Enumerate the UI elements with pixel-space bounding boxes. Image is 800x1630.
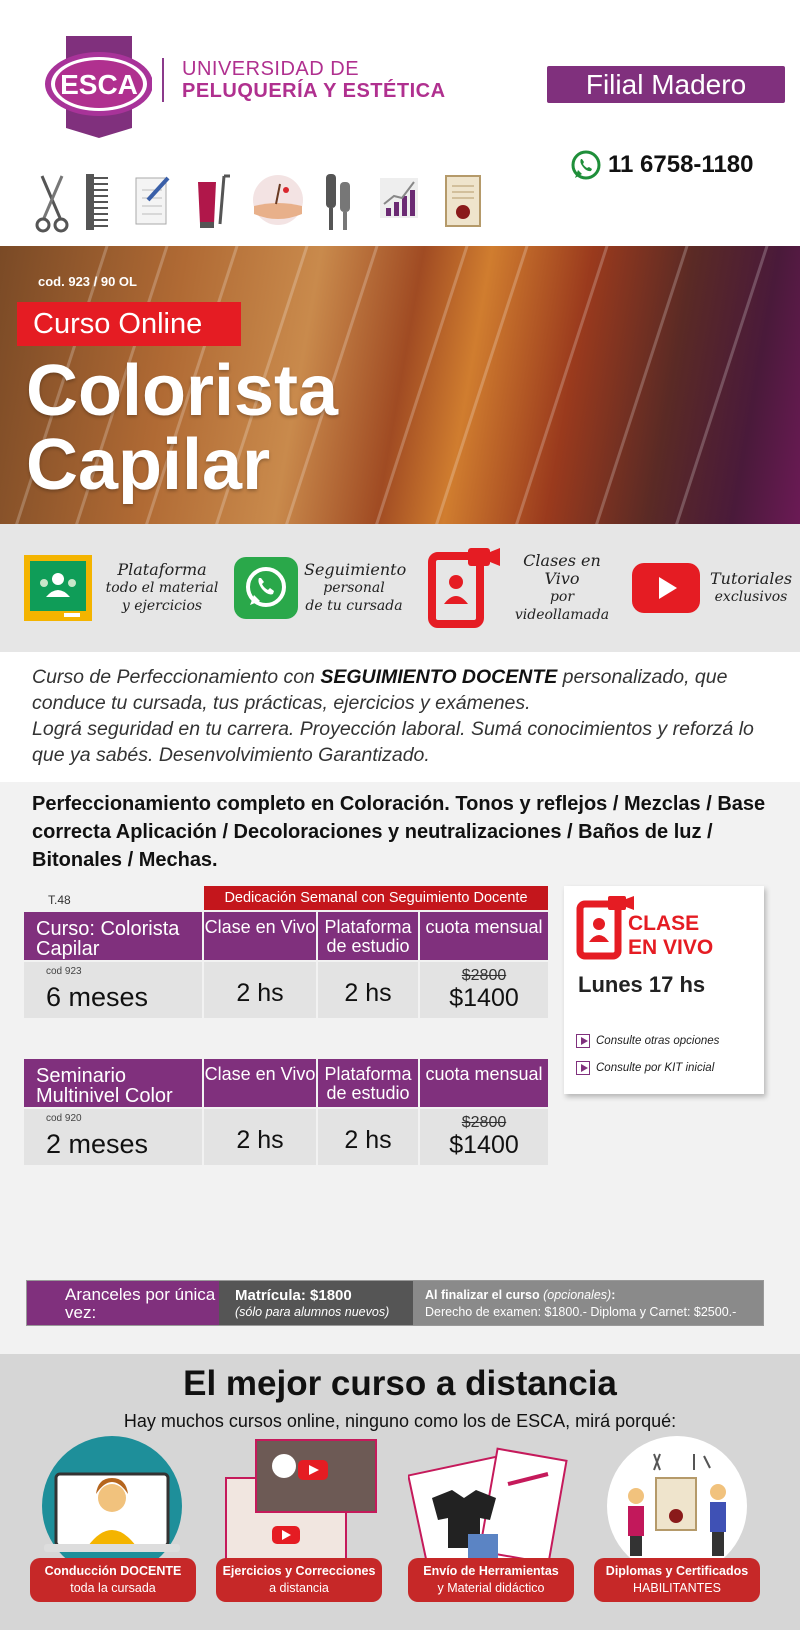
benefit-exercises-label: Ejercicios y Correcciones a distancia bbox=[216, 1558, 382, 1602]
feature-tutorials-l1: Tutoriales bbox=[710, 569, 793, 588]
scissors-icon bbox=[34, 174, 70, 234]
platform-hours: 2 hs bbox=[318, 1109, 418, 1165]
header bbox=[0, 0, 800, 246]
seminar-duration: 2 meses bbox=[46, 1129, 149, 1159]
feature-live-l2: por videollamada bbox=[514, 589, 610, 623]
duration-cell bbox=[24, 1109, 202, 1165]
dye-tube-icon bbox=[194, 174, 234, 230]
esca-logo-icon[interactable] bbox=[44, 36, 152, 138]
logo-text: ESCA bbox=[60, 69, 138, 100]
feature-live-l1: Clases en Vivo bbox=[523, 551, 601, 588]
course-type-badge: Curso Online bbox=[17, 302, 241, 346]
col-live-header: Clase en Vivo bbox=[204, 912, 316, 960]
feature-platform-l3: y ejercicios bbox=[121, 598, 203, 614]
university-line2: PELUQUERÍA Y ESTÉTICA bbox=[182, 80, 446, 102]
fee-cell bbox=[420, 1109, 548, 1165]
brushes-icon bbox=[322, 174, 354, 232]
course-cod: cod 923 bbox=[46, 966, 82, 977]
classroom-icon bbox=[24, 555, 92, 621]
feature-tracking-l2: personal bbox=[323, 580, 385, 596]
section-subtitle: Hay muchos cursos online, ninguno como los de ESCA, mirá porqué: bbox=[123, 1411, 677, 1431]
fees-label: Aranceles por única vez: bbox=[27, 1281, 219, 1325]
seminar-name-header: Seminario Multinivel Color bbox=[24, 1059, 202, 1107]
feature-tracking-l3: de tu cursada bbox=[305, 598, 403, 614]
play-icon bbox=[576, 1034, 590, 1048]
benefit-teacher bbox=[30, 1434, 196, 1614]
seminar-cod: cod 920 bbox=[46, 1113, 82, 1124]
col-platform-header: Plataforma de estudio bbox=[318, 1059, 418, 1107]
benefit-tools bbox=[408, 1434, 574, 1614]
live-hours: 2 hs bbox=[204, 1109, 316, 1165]
university-name bbox=[162, 58, 462, 102]
feature-platform bbox=[24, 538, 224, 638]
intro-paragraph-2: Lográ seguridad en tu carrera. Proyección laboral. Sumá conocimientos y reforzá lo que ya sabés. Desenvolvimiento Garantizado. bbox=[32, 718, 754, 766]
course-name-header: Curso: Colorista Capilar bbox=[24, 912, 202, 960]
tool-kit-icon bbox=[408, 1434, 574, 1574]
live-class-icon bbox=[576, 894, 634, 960]
section-title: El mejor curso a distancia bbox=[183, 1364, 617, 1403]
intro-highlight: SEGUIMIENTO DOCENTE bbox=[320, 666, 558, 688]
branch-badge: Filial Madero bbox=[547, 66, 785, 103]
whatsapp-icon bbox=[234, 557, 298, 619]
diploma-scroll-icon bbox=[440, 174, 486, 230]
notebook-icon bbox=[134, 174, 170, 226]
video-exercises-icon bbox=[216, 1434, 382, 1574]
university-line1: UNIVERSIDAD DE bbox=[182, 58, 360, 80]
kit-link[interactable]: Consulte por KIT inicial bbox=[576, 1061, 714, 1075]
intro-paragraph-1: Curso de Perfeccionamiento con SEGUIMIENTO DOCENTE personalizado, que conduce tu cursada, tus prácticas, ejercicios y exámenes. bbox=[32, 666, 728, 714]
intro-text bbox=[0, 652, 800, 782]
feature-tutorials bbox=[632, 538, 792, 638]
youtube-icon bbox=[632, 563, 700, 613]
play-icon bbox=[576, 1061, 590, 1075]
tool-icons-row bbox=[30, 174, 510, 236]
hero-banner bbox=[0, 246, 800, 524]
duration-cell bbox=[24, 962, 202, 1018]
old-price: $2800 bbox=[461, 1114, 507, 1131]
feature-platform-l1: Plataforma bbox=[117, 560, 207, 579]
feature-platform-l2: todo el material bbox=[105, 580, 219, 596]
class-schedule: Lunes 17 hs bbox=[578, 972, 706, 997]
col-fee-header: cuota mensual bbox=[420, 1059, 548, 1107]
live-class-title: CLASE EN VIVO bbox=[628, 912, 714, 959]
fee-cell bbox=[420, 962, 548, 1018]
benefit-teacher-label: Conducción DOCENTE toda la cursada bbox=[30, 1558, 196, 1602]
teacher-laptop-icon bbox=[30, 1434, 196, 1574]
benefit-exercises bbox=[216, 1434, 382, 1614]
course-title-line2: Capilar bbox=[26, 425, 271, 505]
fees-bar bbox=[26, 1280, 764, 1326]
phone-number[interactable]: 11 6758-1180 bbox=[608, 151, 754, 178]
col-live-header: Clase en Vivo bbox=[204, 1059, 316, 1107]
diploma-people-icon bbox=[594, 1434, 760, 1574]
feature-live-class bbox=[428, 538, 618, 638]
course-title-line1: Colorista bbox=[26, 351, 339, 431]
phone-contact[interactable] bbox=[570, 148, 754, 182]
features-bar bbox=[0, 524, 800, 652]
table-code: T.48 bbox=[48, 893, 71, 907]
live-hours: 2 hs bbox=[204, 962, 316, 1018]
enrollment-fee: Matrícula: $1800 (sólo para alumnos nuevos) bbox=[219, 1281, 413, 1325]
other-options-link[interactable]: Consulte otras opciones bbox=[576, 1034, 719, 1048]
whatsapp-icon bbox=[570, 149, 602, 181]
col-platform-header: Plataforma de estudio bbox=[318, 912, 418, 960]
why-esca-section bbox=[0, 1354, 800, 1630]
comb-icon bbox=[84, 174, 110, 230]
course-code: cod. 923 / 90 OL bbox=[38, 274, 137, 289]
feature-tracking-l1: Seguimiento bbox=[304, 560, 407, 579]
benefit-diplomas bbox=[594, 1434, 760, 1614]
platform-hours: 2 hs bbox=[318, 962, 418, 1018]
course-duration: 6 meses bbox=[46, 982, 149, 1012]
course-title bbox=[26, 351, 339, 505]
feature-tracking bbox=[234, 538, 407, 638]
current-price: $1400 bbox=[449, 984, 519, 1012]
course-summary: Perfeccionamiento completo en Coloración. Tonos y reflejos / Mezclas / Base correcta Aplicación / Decoloraciones y neutralizaciones / Baños de luz / Bitonales / Mechas. bbox=[32, 793, 766, 871]
live-class-card bbox=[564, 886, 764, 1094]
final-fees: Al finalizar el curso (opcionales): Derecho de examen: $1800.- Diploma y Carnet: $2500.- bbox=[413, 1281, 763, 1325]
growth-chart-icon bbox=[378, 174, 420, 222]
benefit-tools-label: Envío de Herramientas y Material didáctico bbox=[408, 1558, 574, 1602]
old-price: $2800 bbox=[461, 967, 507, 984]
benefit-diplomas-label: Diplomas y Certificados HABILITANTES bbox=[594, 1558, 760, 1602]
dedication-header: Dedicación Semanal con Seguimiento Docente bbox=[204, 886, 548, 910]
live-class-icon bbox=[428, 548, 500, 628]
current-price: $1400 bbox=[449, 1131, 519, 1159]
col-fee-header: cuota mensual bbox=[420, 912, 548, 960]
scalp-icon bbox=[252, 174, 304, 226]
feature-tutorials-l2: exclusivos bbox=[714, 589, 788, 605]
